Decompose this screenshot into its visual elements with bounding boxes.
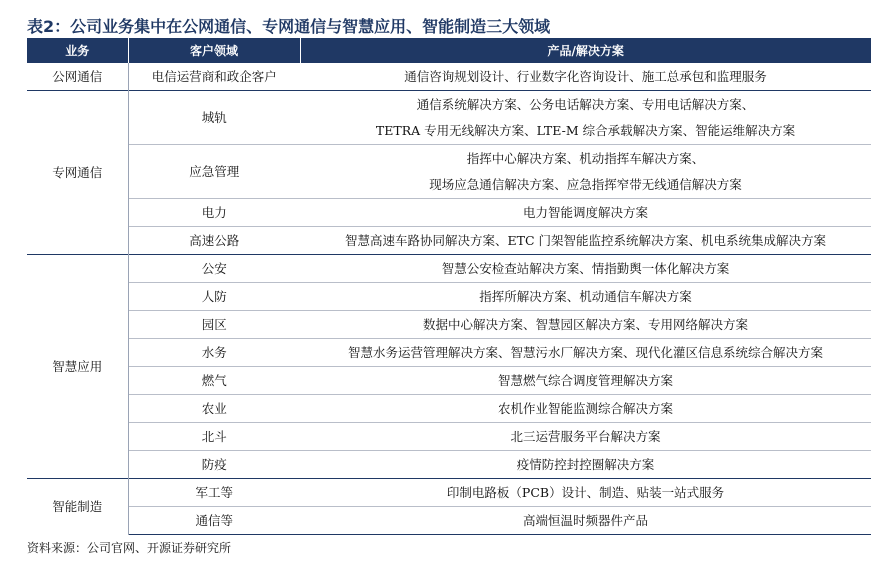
- customer-field-cell: 通信等: [128, 507, 300, 535]
- product-solution-cell: [300, 145, 871, 199]
- product-solution-line: 通信咨询规划设计、行业数字化咨询设计、施工总承包和监理服务: [404, 68, 767, 84]
- table-row: [27, 145, 871, 199]
- table-title: 表2：公司业务集中在公网通信、专网通信与智慧应用、智能制造三大领域: [27, 17, 551, 36]
- customer-field-cell: 燃气: [128, 367, 300, 395]
- product-solution-cell: [300, 395, 871, 423]
- product-solution-cell: [300, 283, 871, 311]
- table-body: [27, 63, 871, 535]
- product-solution-line: 通信系统解决方案、公务电话解决方案、专用电话解决方案、: [416, 96, 755, 112]
- header-product-solution: 产品/解决方案: [300, 38, 871, 63]
- customer-field-cell: 人防: [128, 283, 300, 311]
- product-solution-cell: [300, 451, 871, 479]
- product-solution-cell: [300, 479, 871, 507]
- customer-field-cell: 防疫: [128, 451, 300, 479]
- product-solution-cell: [300, 199, 871, 227]
- source-note: 资料来源：公司官网、开源证券研究所: [27, 541, 232, 555]
- customer-field-cell: 电信运营商和政企客户: [128, 63, 300, 91]
- business-table: [27, 38, 871, 535]
- table-row: [27, 63, 871, 91]
- customer-field-cell: 军工等: [128, 479, 300, 507]
- product-solution-cell: [300, 339, 871, 367]
- product-solution-line: 智慧燃气综合调度管理解决方案: [497, 372, 673, 388]
- product-solution-line: 指挥所解决方案、机动通信车解决方案: [479, 288, 692, 304]
- customer-field-cell: 高速公路: [128, 227, 300, 255]
- header-customer-field: 客户领域: [128, 38, 300, 63]
- product-solution-cell: [300, 227, 871, 255]
- product-solution-cell: [300, 255, 871, 283]
- customer-field-cell: 园区: [128, 311, 300, 339]
- product-solution-line: 指挥中心解决方案、机动指挥车解决方案、: [466, 150, 705, 166]
- customer-field-cell: 水务: [128, 339, 300, 367]
- table-row: [27, 227, 871, 255]
- table-row: [27, 395, 871, 423]
- customer-field-cell: 北斗: [128, 423, 300, 451]
- product-solution-cell: [300, 423, 871, 451]
- business-cell: 公网通信: [27, 63, 128, 91]
- header-business: 业务: [27, 38, 128, 63]
- table-row: [27, 91, 871, 145]
- product-solution-cell: [300, 63, 871, 91]
- customer-field-cell: 电力: [128, 199, 300, 227]
- business-cell: 智能制造: [27, 479, 128, 535]
- business-cell: 专网通信: [27, 91, 128, 255]
- customer-field-cell: 应急管理: [128, 145, 300, 199]
- table-header-row: [27, 38, 871, 63]
- table-row: [27, 339, 871, 367]
- table-row: [27, 507, 871, 535]
- product-solution-line: 印制电路板（PCB）设计、制造、贴装一站式服务: [446, 484, 725, 500]
- table-row: [27, 479, 871, 507]
- product-solution-line: 农机作业智能监测综合解决方案: [497, 400, 673, 416]
- customer-field-cell: 农业: [128, 395, 300, 423]
- product-solution-line: TETRA 专用无线解决方案、LTE-M 综合承载解决方案、智能运维解决方案: [375, 122, 796, 138]
- table-row: [27, 199, 871, 227]
- product-solution-line: 现场应急通信解决方案、应急指挥窄带无线通信解决方案: [429, 176, 742, 192]
- product-solution-cell: [300, 507, 871, 535]
- table-row: [27, 451, 871, 479]
- product-solution-line: 电力智能调度解决方案: [522, 204, 648, 220]
- table-row: [27, 283, 871, 311]
- product-solution-line: 高端恒温时频器件产品: [522, 512, 648, 528]
- product-solution-cell: [300, 91, 871, 145]
- table-row: [27, 311, 871, 339]
- customer-field-cell: 城轨: [128, 91, 300, 145]
- product-solution-cell: [300, 367, 871, 395]
- table-row: [27, 423, 871, 451]
- table-row: [27, 255, 871, 283]
- product-solution-cell: [300, 311, 871, 339]
- product-solution-line: 智慧高速车路协同解决方案、ETC 门架智能监控系统解决方案、机电系统集成解决方案: [344, 232, 826, 248]
- product-solution-line: 数据中心解决方案、智慧园区解决方案、专用网络解决方案: [422, 316, 748, 332]
- product-solution-line: 智慧水务运营管理解决方案、智慧污水厂解决方案、现代化灌区信息系统综合解决方案: [347, 344, 823, 360]
- table-row: [27, 367, 871, 395]
- business-cell: 智慧应用: [27, 255, 128, 479]
- customer-field-cell: 公安: [128, 255, 300, 283]
- product-solution-line: 智慧公安检查站解决方案、情指勤舆一体化解决方案: [441, 260, 730, 276]
- product-solution-line: 北三运营服务平台解决方案: [510, 428, 661, 444]
- product-solution-line: 疫情防控封控圈解决方案: [516, 456, 655, 472]
